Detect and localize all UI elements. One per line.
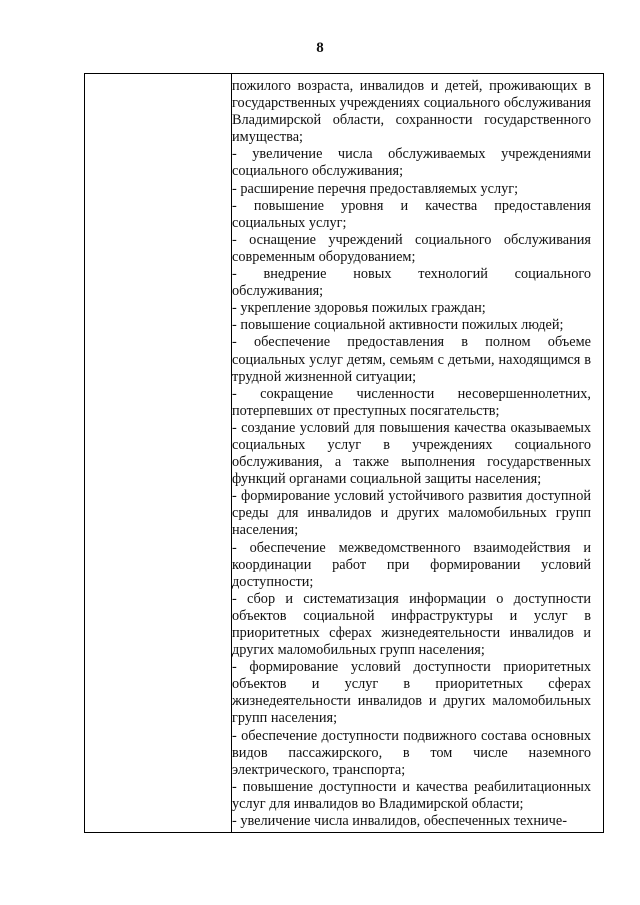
list-item: - расширение перечня предоставляемых услуг; bbox=[232, 180, 519, 197]
list-item: - укрепление здоровья пожилых граждан; bbox=[232, 300, 486, 317]
list-item: - сокращение численности несовершеннолетних, потерпевших от преступных посягательств; bbox=[232, 385, 591, 419]
list-item: - оснащение учреждений социального обслуживания современным оборудованием; bbox=[232, 231, 591, 265]
list-item: - увеличение числа инвалидов, обеспеченных техниче- bbox=[232, 813, 567, 830]
list-item: - обеспечение доступности подвижного состава основных видов пассажирского, в том числе наземного электрического, транспорта; bbox=[232, 727, 591, 778]
list-item: - увеличение числа обслуживаемых учреждениями социального обслуживания; bbox=[232, 146, 591, 180]
table-right-cell bbox=[232, 78, 591, 832]
list-item: - повышение доступности и качества реабилитационных услуг для инвалидов во Владимирской области; bbox=[232, 778, 591, 812]
list-item: - обеспечение межведомственного взаимодействия и координации работ при формировании условий доступности; bbox=[232, 539, 591, 590]
list-item: - создание условий для повышения качества оказываемых социальных услуг в учреждениях социального обслуживания, а также выполнения государственных функций органами социальной защиты населения; bbox=[232, 419, 591, 488]
list-item: пожилого возраста, инвалидов и детей, проживающих в государственных учреждениях социального обслуживания Владимирской области, сохранности государственного имущества; bbox=[232, 78, 591, 146]
list-item: - повышение уровня и качества предоставления социальных услуг; bbox=[232, 197, 591, 231]
list-item: - формирование условий устойчивого развития доступной среды для инвалидов и других маломобильных групп населения; bbox=[232, 488, 591, 539]
list-item: - обеспечение предоставления в полном объеме социальных услуг детям, семьям с детьми, находящимся в трудной жизненной ситуации; bbox=[232, 334, 591, 385]
document-table bbox=[84, 73, 604, 833]
list-item: - внедрение новых технологий социального обслуживания; bbox=[232, 266, 591, 300]
list-item: - сбор и систематизация информации о доступности объектов социальной инфраструктуры и услуг в приоритетных сферах жизнедеятельности инвалидов и других маломобильных групп населения; bbox=[232, 590, 591, 659]
page-number: 8 bbox=[316, 40, 324, 56]
list-item: - формирование условий доступности приоритетных объектов и услуг в приоритетных сферах жизнедеятельности инвалидов и других маломобильных групп населения; bbox=[232, 659, 591, 727]
table-left-cell bbox=[85, 74, 232, 832]
list-item: - повышение социальной активности пожилых людей; bbox=[232, 317, 564, 334]
